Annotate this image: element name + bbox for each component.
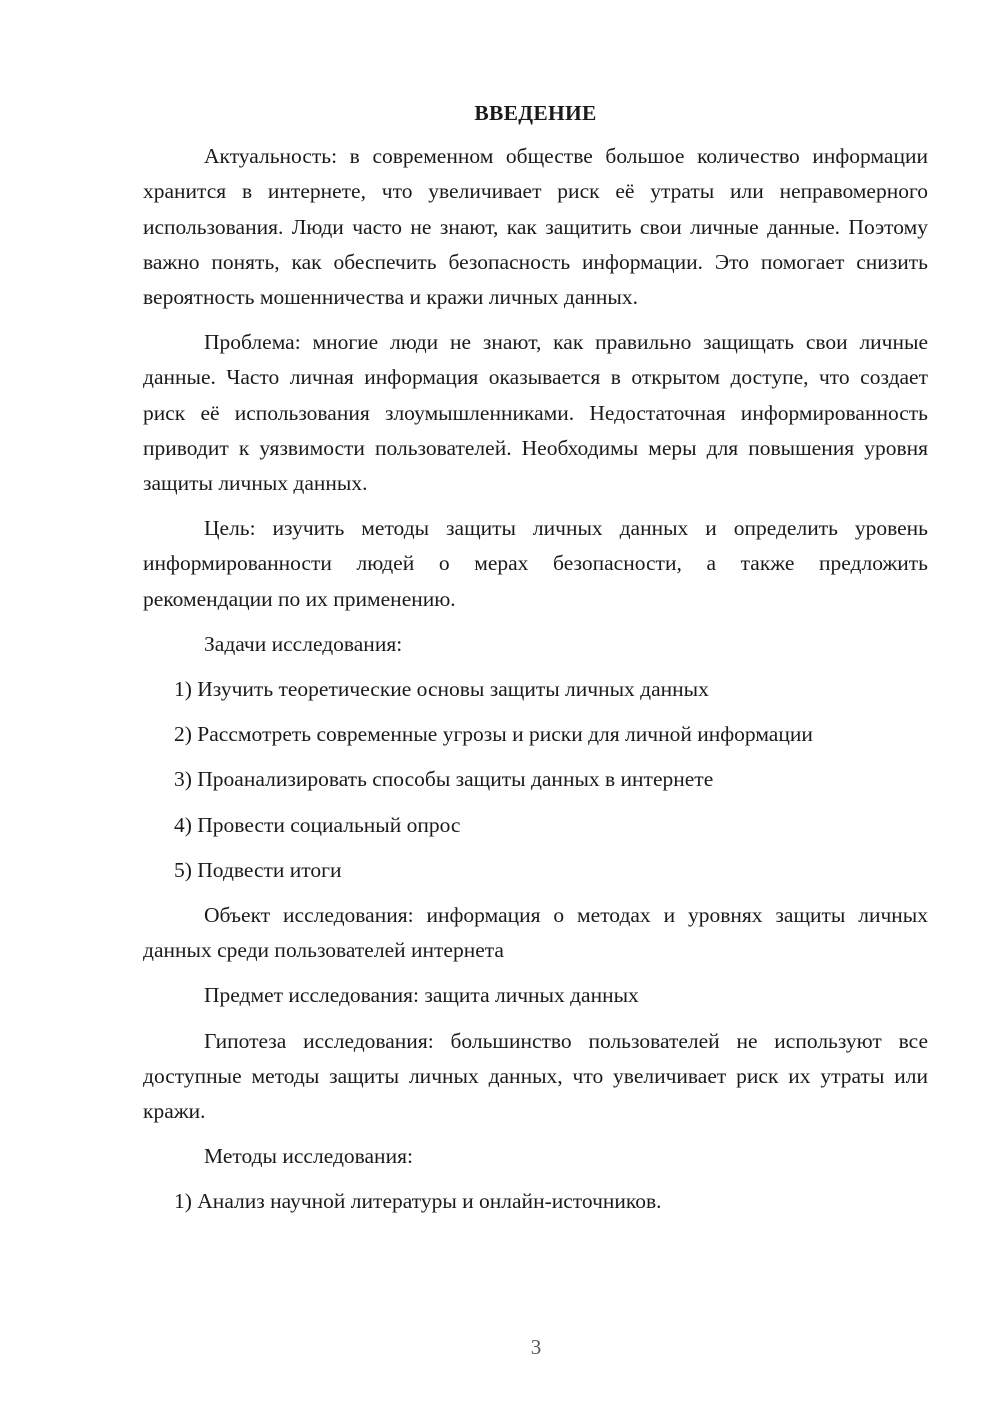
methods-heading: Методы исследования:	[204, 1144, 413, 1169]
list-item: 5) Подвести итоги	[174, 857, 342, 882]
document-page	[143, 96, 928, 1230]
tasks-heading: Задачи исследования:	[204, 631, 403, 656]
paragraph-object: Объект исследования: информация о методах и уровнях защиты личных данных среди пользователей интернета	[143, 903, 928, 963]
paragraph-relevance: Актуальность: в современном обществе большое количество информации хранится в интернете, что увеличивает риск её утраты или неправомерного использования. Люди часто не знают, как защитить свои личные данные. Поэтому важно понять, как обеспечить безопасность информации. Это помогает снизить вероятность мошенничества и кражи личных данных.	[143, 144, 928, 310]
page-title: ВВЕДЕНИЕ	[474, 101, 597, 125]
page-number: 3	[530, 1335, 542, 1359]
list-item: 3) Проанализировать способы защиты данных в интернете	[174, 767, 714, 792]
list-item: 4) Провести социальный опрос	[174, 812, 461, 837]
paragraph-goal: Цель: изучить методы защиты личных данных и определить уровень информированности людей о мерах безопасности, а также предложить рекомендации по их применению.	[143, 516, 928, 611]
list-item: 1) Анализ научной литературы и онлайн-источников.	[174, 1189, 662, 1214]
list-item: 1) Изучить теоретические основы защиты личных данных	[174, 677, 709, 702]
paragraph-hypothesis: Гипотеза исследования: большинство пользователей не используют все доступные методы защиты личных данных, что увеличивает риск их утраты или кражи.	[143, 1028, 928, 1124]
paragraph-problem: Проблема: многие люди не знают, как правильно защищать свои личные данные. Часто личная информация оказывается в открытом доступе, что создает риск её использования злоумышленниками. Недостаточная информированность приводит к уязвимости пользователей. Необходимы меры для повышения уровня защиты личных данных.	[143, 330, 928, 496]
list-item: 2) Рассмотреть современные угрозы и риски для личной информации	[174, 722, 813, 747]
paragraph-subject: Предмет исследования: защита личных данных	[204, 983, 639, 1008]
